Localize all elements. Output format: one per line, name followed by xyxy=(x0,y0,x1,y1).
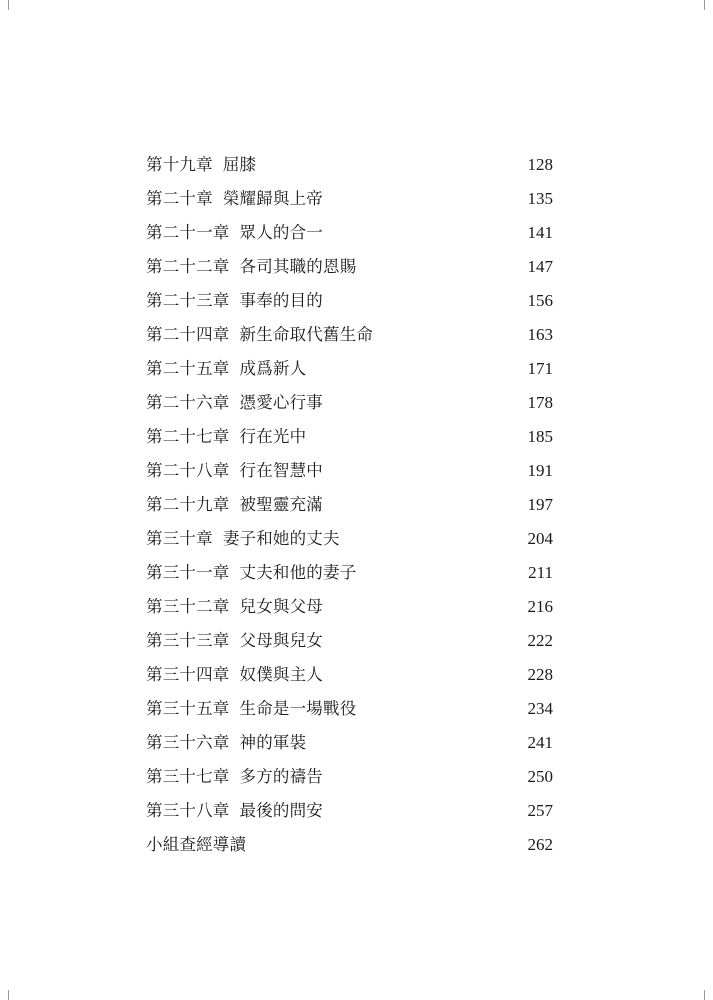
toc-chapter-label: 第二十五章 xyxy=(146,359,230,378)
toc-entry-title xyxy=(146,828,246,862)
toc-entry-title xyxy=(146,318,373,352)
toc-entry-title xyxy=(146,522,340,556)
toc-entry-title xyxy=(146,760,323,794)
toc-chapter-name: 新生命取代舊生命 xyxy=(239,325,374,344)
toc-entry[interactable] xyxy=(146,760,553,794)
toc-chapter-label: 第三十四章 xyxy=(146,665,230,684)
toc-entry[interactable] xyxy=(146,828,553,862)
toc-entry[interactable] xyxy=(146,624,553,658)
toc-chapter-label: 第三十章 xyxy=(146,529,213,548)
toc-entry-title xyxy=(146,590,323,624)
toc-chapter-label: 第二十四章 xyxy=(146,325,230,344)
toc-entry[interactable] xyxy=(146,522,553,556)
toc-chapter-name: 被聖靈充滿 xyxy=(239,495,323,514)
toc-page-number: 228 xyxy=(527,665,553,684)
toc-page-number: 262 xyxy=(527,835,553,854)
toc-entry-title xyxy=(146,284,323,318)
toc-entry[interactable] xyxy=(146,658,553,692)
toc-entry[interactable] xyxy=(146,386,553,420)
toc-chapter-name: 行在智慧中 xyxy=(239,461,323,480)
toc-chapter-name: 各司其職的恩賜 xyxy=(239,257,357,276)
toc-page-number: 191 xyxy=(527,461,553,480)
toc-page-number: 257 xyxy=(527,801,553,820)
crop-mark-bottom-left xyxy=(8,990,9,1000)
crop-mark-bottom-right xyxy=(704,990,705,1000)
toc-chapter-label: 第二十六章 xyxy=(146,393,230,412)
toc-chapter-name: 成爲新人 xyxy=(239,359,307,378)
toc-page-number: 222 xyxy=(527,631,553,650)
toc-chapter-label: 第三十一章 xyxy=(146,563,230,582)
toc-page-number: 128 xyxy=(527,155,553,174)
toc-entry[interactable] xyxy=(146,454,553,488)
toc-chapter-label: 第二十九章 xyxy=(146,495,230,514)
toc-page-number: 197 xyxy=(527,495,553,514)
toc-entry-title xyxy=(146,794,323,828)
toc-entry-title xyxy=(146,692,356,726)
toc-entry-title xyxy=(146,726,306,760)
toc-chapter-label: 第三十二章 xyxy=(146,597,230,616)
toc-chapter-label: 第二十二章 xyxy=(146,257,230,276)
toc-chapter-name: 神的軍裝 xyxy=(239,733,307,752)
toc-chapter-label: 第三十六章 xyxy=(146,733,230,752)
toc-page-number: 250 xyxy=(527,767,553,786)
toc-chapter-label: 第二十三章 xyxy=(146,291,230,310)
toc-chapter-name: 妻子和她的丈夫 xyxy=(222,529,340,548)
toc-chapter-label: 第三十八章 xyxy=(146,801,230,820)
toc-entry[interactable] xyxy=(146,318,553,352)
toc-page-number: 241 xyxy=(527,733,553,752)
toc-entry[interactable] xyxy=(146,556,553,590)
toc-entry-title xyxy=(146,454,323,488)
toc-entry[interactable] xyxy=(146,488,553,522)
toc-page-number: 156 xyxy=(527,291,553,310)
toc-page-number: 185 xyxy=(527,427,553,446)
toc-chapter-name: 事奉的目的 xyxy=(239,291,323,310)
toc-entry-title xyxy=(146,352,306,386)
toc-chapter-name: 榮耀歸與上帝 xyxy=(222,189,324,208)
toc-chapter-label: 第二十八章 xyxy=(146,461,230,480)
toc-entry[interactable] xyxy=(146,182,553,216)
toc-page-number: 178 xyxy=(527,393,553,412)
toc-chapter-name: 奴僕與主人 xyxy=(239,665,323,684)
toc-chapter-label: 第三十三章 xyxy=(146,631,230,650)
crop-mark-top-left xyxy=(8,0,9,10)
toc-entry-title xyxy=(146,556,356,590)
crop-mark-top-right xyxy=(704,0,705,10)
toc-page-number: 147 xyxy=(527,257,553,276)
toc-entry[interactable] xyxy=(146,726,553,760)
toc-page-number: 211 xyxy=(528,563,553,582)
toc-chapter-name: 憑愛心行事 xyxy=(239,393,323,412)
toc-chapter-label: 第三十五章 xyxy=(146,699,230,718)
toc-chapter-label: 第三十七章 xyxy=(146,767,230,786)
toc-entry[interactable] xyxy=(146,352,553,386)
toc-entry-title xyxy=(146,624,323,658)
toc-chapter-name: 丈夫和他的妻子 xyxy=(239,563,357,582)
toc-entry[interactable] xyxy=(146,216,553,250)
toc-chapter-name: 最後的問安 xyxy=(239,801,323,820)
toc-entry-title xyxy=(146,216,323,250)
toc-page-number: 135 xyxy=(527,189,553,208)
toc-chapter-label: 第二十七章 xyxy=(146,427,230,446)
toc-entry[interactable] xyxy=(146,692,553,726)
toc-chapter-name: 生命是一場戰役 xyxy=(239,699,357,718)
toc-entry-title xyxy=(146,182,323,216)
table-of-contents xyxy=(146,148,553,862)
toc-page-number: 171 xyxy=(527,359,553,378)
toc-entry-title xyxy=(146,386,323,420)
toc-chapter-name: 父母與兒女 xyxy=(239,631,323,650)
toc-page-number: 141 xyxy=(527,223,553,242)
toc-entry[interactable] xyxy=(146,148,553,182)
toc-chapter-name: 兒女與父母 xyxy=(239,597,323,616)
toc-entry-title xyxy=(146,148,256,182)
toc-entry-title xyxy=(146,658,323,692)
toc-entry-title xyxy=(146,250,356,284)
toc-entry[interactable] xyxy=(146,794,553,828)
toc-chapter-name: 行在光中 xyxy=(239,427,307,446)
toc-entry[interactable] xyxy=(146,590,553,624)
toc-chapter-name: 眾人的合一 xyxy=(239,223,323,242)
toc-entry[interactable] xyxy=(146,284,553,318)
toc-chapter-label: 第二十章 xyxy=(146,189,213,208)
toc-page-number: 204 xyxy=(527,529,553,548)
toc-chapter-name: 屈膝 xyxy=(222,155,257,174)
toc-entry-title xyxy=(146,420,306,454)
toc-page-number: 163 xyxy=(527,325,553,344)
toc-chapter-name: 小組查經導讀 xyxy=(146,835,247,854)
toc-page-number: 216 xyxy=(527,597,553,616)
toc-entry-title xyxy=(146,488,323,522)
toc-chapter-label: 第十九章 xyxy=(146,155,213,174)
toc-chapter-name: 多方的禱告 xyxy=(239,767,323,786)
toc-page-number: 234 xyxy=(527,699,553,718)
toc-entry[interactable] xyxy=(146,250,553,284)
toc-chapter-label: 第二十一章 xyxy=(146,223,230,242)
toc-entry[interactable] xyxy=(146,420,553,454)
